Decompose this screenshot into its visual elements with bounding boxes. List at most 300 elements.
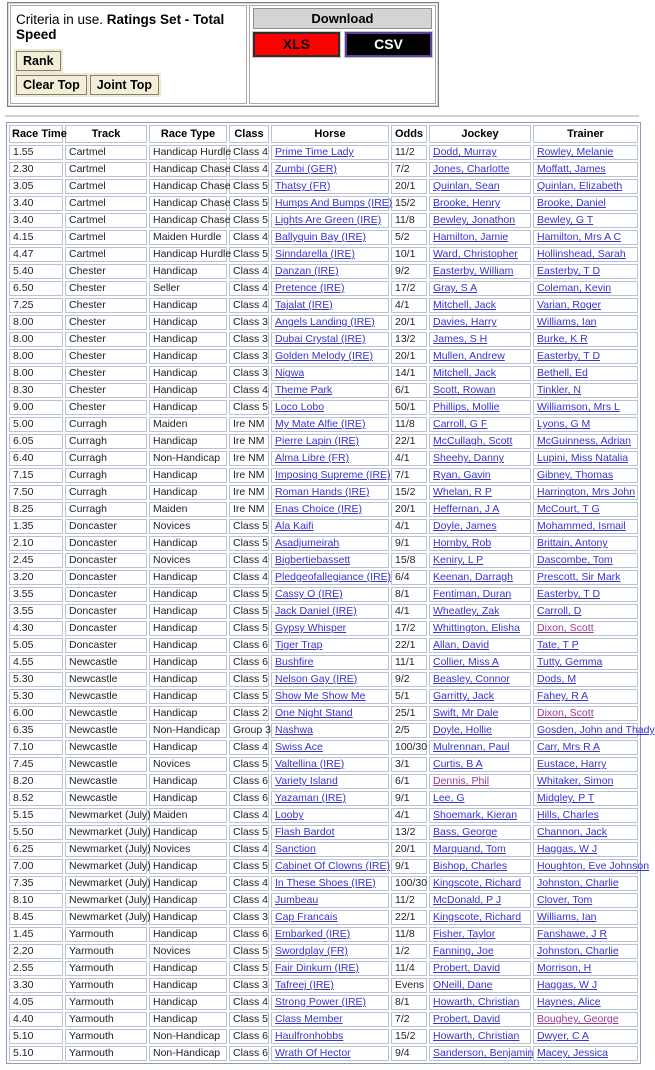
jockey-cell [429, 570, 531, 585]
odds-cell: 7/2 [391, 162, 427, 177]
jockey-link[interactable]: Phillips, Mollie [433, 401, 500, 413]
trainer-link[interactable]: Haynes, Alice [537, 996, 601, 1008]
jockey-link[interactable]: Fentiman, Duran [433, 588, 512, 600]
trainer-link[interactable]: Macey, Jessica [537, 1047, 608, 1059]
race-type-cell: Handicap [149, 621, 227, 636]
jockey-link[interactable]: Carroll, G F [433, 418, 488, 430]
class-cell: Class 6 [229, 791, 269, 806]
horse-link[interactable]: Flash Bardot [275, 826, 335, 838]
jockey-link[interactable]: McCullagh, Scott [433, 435, 513, 447]
trainer-cell [533, 995, 638, 1010]
race-type-cell: Handicap Hurdle [149, 247, 227, 262]
trainer-link[interactable]: Gosden, John and Thady [537, 724, 655, 736]
trainer-cell [533, 196, 638, 211]
horse-link[interactable]: Wrath Of Hector [275, 1047, 351, 1059]
horse-link[interactable]: Yazaman (IRE) [275, 792, 346, 804]
horse-link[interactable]: Asadjumeirah [275, 537, 340, 549]
horse-cell [271, 162, 389, 177]
race-time-cell: 3.20 [9, 570, 63, 585]
odds-cell: 6/4 [391, 570, 427, 585]
horse-link[interactable]: Haulfronhobbs [275, 1030, 344, 1042]
horse-link[interactable]: Sanction [275, 843, 316, 855]
race-time-cell: 6.50 [9, 281, 63, 296]
jockey-cell [429, 434, 531, 449]
jockey-link[interactable]: Jones, Charlotte [433, 163, 510, 175]
trainer-cell [533, 893, 638, 908]
horse-link[interactable]: Angels Landing (IRE) [275, 316, 375, 328]
track-cell: Chester [65, 383, 147, 398]
jockey-link[interactable]: Howarth, Christian [433, 996, 520, 1008]
race-type-cell: Novices [149, 842, 227, 857]
horse-link[interactable]: Embarked (IRE) [275, 928, 351, 940]
trainer-link[interactable]: Hills, Charles [537, 809, 599, 821]
trainer-link[interactable]: Houghton, Eve Johnson [537, 860, 650, 872]
horse-cell [271, 536, 389, 551]
table-row [9, 655, 638, 670]
trainer-cell [533, 842, 638, 857]
jockey-link[interactable]: Probert, David [433, 962, 501, 974]
jockey-cell [429, 978, 531, 993]
trainer-link[interactable]: Lyons, G M [537, 418, 591, 430]
download-csv-button[interactable]: CSV [345, 32, 432, 57]
track-cell: Cartmel [65, 247, 147, 262]
trainer-cell [533, 281, 638, 296]
race-time-cell: 8.45 [9, 910, 63, 925]
trainer-link[interactable]: Fahey, R A [537, 690, 589, 702]
trainer-cell [533, 264, 638, 279]
trainer-link[interactable]: Easterby, T D [537, 350, 601, 362]
horse-cell [271, 417, 389, 432]
trainer-link[interactable]: Johnston, Charlie [537, 877, 619, 889]
jockey-link[interactable]: Garritty, Jack [433, 690, 495, 702]
jockey-link[interactable]: Mitchell, Jack [433, 299, 497, 311]
trainer-link[interactable]: Tate, T P [537, 639, 579, 651]
horse-link[interactable]: Enas Choice (IRE) [275, 503, 362, 515]
track-cell: Doncaster [65, 587, 147, 602]
odds-cell: 7/1 [391, 468, 427, 483]
odds-cell: 17/2 [391, 281, 427, 296]
track-cell: Newmarket (July) [65, 910, 147, 925]
horse-link[interactable]: Prime Time Lady [275, 146, 354, 158]
trainer-cell [533, 502, 638, 517]
table-row [9, 315, 638, 330]
trainer-link[interactable]: Gibney, Thomas [537, 469, 614, 481]
jockey-link[interactable]: Doyle, Hollie [433, 724, 492, 736]
jockey-link[interactable]: Hornby, Rob [433, 537, 492, 549]
jockey-link[interactable]: Swift, Mr Dale [433, 707, 499, 719]
horse-link[interactable]: Cassy O (IRE) [275, 588, 343, 600]
jockey-link[interactable]: Mullen, Andrew [433, 350, 505, 362]
race-time-cell: 1.35 [9, 519, 63, 534]
jockey-link[interactable]: Shoemark, Kieran [433, 809, 518, 821]
jockey-link[interactable]: Scott, Rowan [433, 384, 496, 396]
horse-cell [271, 689, 389, 704]
table-row [9, 281, 638, 296]
jockey-link[interactable]: Hamilton, Jamie [433, 231, 509, 243]
joint-top-button[interactable]: Joint Top [90, 75, 159, 95]
trainer-link[interactable]: Coleman, Kevin [537, 282, 612, 294]
horse-cell [271, 706, 389, 721]
trainer-link[interactable]: Haggas, W J [537, 979, 598, 991]
column-header-race-time: Race Time [9, 125, 63, 143]
table-row [9, 859, 638, 874]
horse-link[interactable]: Pretence (IRE) [275, 282, 345, 294]
horse-link[interactable]: Cabinet Of Clowns (IRE) [275, 860, 390, 872]
trainer-link[interactable]: Dixon, Scott [537, 622, 594, 634]
column-header-class: Class [229, 125, 269, 143]
jockey-link[interactable]: ONeill, Dane [433, 979, 493, 991]
track-cell: Newmarket (July) [65, 808, 147, 823]
table-row [9, 587, 638, 602]
trainer-link[interactable]: Williams, Ian [537, 316, 597, 328]
trainer-link[interactable]: Moffatt, James [537, 163, 606, 175]
trainer-link[interactable]: Hamilton, Mrs A C [537, 231, 622, 243]
odds-cell: 4/1 [391, 519, 427, 534]
class-cell: Class 5 [229, 859, 269, 874]
jockey-link[interactable]: Dodd, Murray [433, 146, 497, 158]
horse-link[interactable]: Tajalat (IRE) [275, 299, 333, 311]
trainer-link[interactable]: Mohammed, Ismail [537, 520, 626, 532]
jockey-cell [429, 485, 531, 500]
class-cell: Class 4 [229, 876, 269, 891]
horse-link[interactable]: Nashwa [275, 724, 313, 736]
trainer-link[interactable]: Williamson, Mrs L [537, 401, 620, 413]
horse-link[interactable]: Jumbeau [275, 894, 319, 906]
horse-link[interactable]: Tiger Trap [275, 639, 323, 651]
jockey-link[interactable]: Mitchell, Jack [433, 367, 497, 379]
race-type-cell: Handicap [149, 434, 227, 449]
horse-link[interactable]: Lights Are Green (IRE) [275, 214, 382, 226]
trainer-cell [533, 587, 638, 602]
jockey-link[interactable]: Whelan, R P [433, 486, 492, 498]
horse-link[interactable]: Theme Park [275, 384, 333, 396]
trainer-link[interactable]: McCourt, T G [537, 503, 600, 515]
class-cell: Class 4 [229, 162, 269, 177]
jockey-link[interactable]: Curtis, B A [433, 758, 483, 770]
race-type-cell: Handicap [149, 655, 227, 670]
jockey-link[interactable]: Fanning, Joe [433, 945, 494, 957]
horse-link[interactable]: Show Me Show Me [275, 690, 366, 702]
jockey-link[interactable]: Kingscote, Richard [433, 877, 522, 889]
trainer-cell [533, 740, 638, 755]
table-row [9, 434, 638, 449]
table-row [9, 910, 638, 925]
track-cell: Yarmouth [65, 978, 147, 993]
trainer-link[interactable]: Boughey, George [537, 1013, 619, 1025]
horse-link[interactable]: Sinndarella (IRE) [275, 248, 355, 260]
jockey-link[interactable]: Gray, S A [433, 282, 478, 294]
trainer-link[interactable]: Dods, M [537, 673, 577, 685]
jockey-link[interactable]: Collier, Miss A [433, 656, 499, 668]
class-cell: Class 5 [229, 519, 269, 534]
table-row [9, 519, 638, 534]
table-row [9, 400, 638, 415]
race-time-cell: 5.40 [9, 264, 63, 279]
trainer-link[interactable]: Tutty, Gemma [537, 656, 603, 668]
jockey-link[interactable]: Ryan, Gavin [433, 469, 491, 481]
column-header-horse: Horse [271, 125, 389, 143]
trainer-link[interactable]: Dixon, Scott [537, 707, 594, 719]
odds-cell: 9/1 [391, 536, 427, 551]
trainer-link[interactable]: Clover, Tom [537, 894, 593, 906]
trainer-link[interactable]: Hollinshead, Sarah [537, 248, 626, 260]
class-cell: Class 4 [229, 281, 269, 296]
horse-link[interactable]: Swiss Ace [275, 741, 323, 753]
jockey-link[interactable]: Ward, Christopher [433, 248, 518, 260]
race-type-cell: Novices [149, 944, 227, 959]
odds-cell: 9/4 [391, 1046, 427, 1061]
jockey-link[interactable]: Sheehy, Danny [433, 452, 505, 464]
jockey-link[interactable]: Howarth, Christian [433, 1030, 520, 1042]
race-type-cell: Non-Handicap [149, 723, 227, 738]
odds-cell: 22/1 [391, 638, 427, 653]
jockey-link[interactable]: Wheatley, Zak [433, 605, 500, 617]
trainer-link[interactable]: Tinkler, N [537, 384, 581, 396]
horse-link[interactable]: Bushfire [275, 656, 314, 668]
race-time-cell: 3.40 [9, 213, 63, 228]
trainer-link[interactable]: Dwyer, C A [537, 1030, 589, 1042]
trainer-link[interactable]: Lupini, Miss Natalia [537, 452, 629, 464]
jockey-link[interactable]: Bishop, Charles [433, 860, 508, 872]
horse-link[interactable]: Jack Daniel (IRE) [275, 605, 357, 617]
class-cell: Class 4 [229, 842, 269, 857]
track-cell: Newmarket (July) [65, 842, 147, 857]
class-cell: Ire NM [229, 502, 269, 517]
horse-link[interactable]: Variety Island [275, 775, 338, 787]
horse-link[interactable]: Cap Francais [275, 911, 338, 923]
table-row [9, 757, 638, 772]
jockey-link[interactable]: McDonald, P J [433, 894, 502, 906]
odds-cell: 22/1 [391, 910, 427, 925]
horse-link[interactable]: Class Member [275, 1013, 343, 1025]
trainer-link[interactable]: Prescott, Sir Mark [537, 571, 621, 583]
horse-link[interactable]: Loco Lobo [275, 401, 325, 413]
class-cell: Class 4 [229, 570, 269, 585]
table-row [9, 808, 638, 823]
jockey-cell [429, 536, 531, 551]
table-row [9, 1029, 638, 1044]
horse-link[interactable]: Pledgeofallegiance (IRE) [275, 571, 392, 583]
track-cell: Cartmel [65, 230, 147, 245]
horse-link[interactable]: Humps And Bumps (IRE) [275, 197, 393, 209]
horse-cell [271, 553, 389, 568]
horse-link[interactable]: In These Shoes (IRE) [275, 877, 376, 889]
race-type-cell: Non-Handicap [149, 1029, 227, 1044]
trainer-link[interactable]: Dascombe, Tom [537, 554, 613, 566]
class-cell: Class 3 [229, 366, 269, 381]
horse-link[interactable]: Ala Kaifi [275, 520, 314, 532]
trainer-link[interactable]: Quinlan, Elizabeth [537, 180, 623, 192]
horse-link[interactable]: Imposing Supreme (IRE) [275, 469, 391, 481]
jockey-link[interactable]: Fisher, Taylor [433, 928, 496, 940]
trainer-link[interactable]: Easterby, T D [537, 588, 601, 600]
jockey-link[interactable]: Mulrennan, Paul [433, 741, 510, 753]
jockey-cell [429, 893, 531, 908]
jockey-cell [429, 553, 531, 568]
jockey-link[interactable]: Kingscote, Richard [433, 911, 522, 923]
race-time-cell: 4.55 [9, 655, 63, 670]
trainer-link[interactable]: Haggas, W J [537, 843, 598, 855]
trainer-link[interactable]: Williams, Ian [537, 911, 597, 923]
horse-link[interactable]: Valtellina (IRE) [275, 758, 345, 770]
trainer-cell [533, 570, 638, 585]
horse-link[interactable]: Fair Dinkum (IRE) [275, 962, 360, 974]
race-type-cell: Handicap [149, 961, 227, 976]
trainer-link[interactable]: Whitaker, Simon [537, 775, 614, 787]
race-type-cell: Maiden [149, 502, 227, 517]
table-row [9, 264, 638, 279]
table-row [9, 893, 638, 908]
horse-link[interactable]: Danzan (IRE) [275, 265, 339, 277]
jockey-link[interactable]: Easterby, William [433, 265, 514, 277]
jockey-link[interactable]: Marquand, Tom [433, 843, 506, 855]
table-row [9, 417, 638, 432]
table-row [9, 825, 638, 840]
horse-link[interactable]: Pierre Lapin (IRE) [275, 435, 360, 447]
jockey-cell [429, 417, 531, 432]
trainer-cell [533, 604, 638, 619]
track-cell: Cartmel [65, 162, 147, 177]
table-row [9, 230, 638, 245]
class-cell: Class 4 [229, 264, 269, 279]
horse-link[interactable]: Looby [275, 809, 304, 821]
horse-cell [271, 587, 389, 602]
jockey-link[interactable]: Probert, David [433, 1013, 501, 1025]
jockey-link[interactable]: Allan, David [433, 639, 490, 651]
clear-top-button[interactable]: Clear Top [16, 75, 87, 95]
trainer-link[interactable]: Carroll, D [537, 605, 582, 617]
trainer-link[interactable]: Eustace, Harry [537, 758, 607, 770]
track-cell: Doncaster [65, 536, 147, 551]
jockey-link[interactable]: Heffernan, J A [433, 503, 500, 515]
class-cell: Ire NM [229, 451, 269, 466]
jockey-link[interactable]: Beasley, Connor [433, 673, 510, 685]
jockey-link[interactable]: Brooke, Henry [433, 197, 501, 209]
horse-link[interactable]: Thatsy (FR) [275, 180, 331, 192]
class-cell: Class 4 [229, 383, 269, 398]
trainer-link[interactable]: Varian, Roger [537, 299, 602, 311]
jockey-link[interactable]: Davies, Harry [433, 316, 497, 328]
horse-link[interactable]: Nelson Gay (IRE) [275, 673, 358, 685]
jockey-link[interactable]: James, S H [433, 333, 488, 345]
class-cell: Class 5 [229, 587, 269, 602]
horse-link[interactable]: Zumbi (GER) [275, 163, 337, 175]
jockey-link[interactable]: Quinlan, Sean [433, 180, 500, 192]
trainer-cell [533, 825, 638, 840]
horse-link[interactable]: Gypsy Whisper [275, 622, 347, 634]
jockey-link[interactable]: Lee, G [433, 792, 465, 804]
horse-link[interactable]: Dubai Crystal (IRE) [275, 333, 366, 345]
race-type-cell: Handicap Chase [149, 179, 227, 194]
trainer-link[interactable]: Brooke, Daniel [537, 197, 606, 209]
trainer-cell [533, 927, 638, 942]
download-xls-button[interactable]: XLS [253, 32, 340, 57]
horse-link[interactable]: Ballyquin Bay (IRE) [275, 231, 367, 243]
track-cell: Doncaster [65, 570, 147, 585]
race-type-cell: Handicap [149, 468, 227, 483]
horse-link[interactable]: Tafreej (IRE) [275, 979, 334, 991]
horse-cell [271, 519, 389, 534]
horse-link[interactable]: My Mate Alfie (IRE) [275, 418, 366, 430]
race-time-cell: 5.05 [9, 638, 63, 653]
jockey-link[interactable]: Keniry, L P [433, 554, 484, 566]
horse-link[interactable]: One Night Stand [275, 707, 353, 719]
jockey-cell [429, 621, 531, 636]
race-type-cell: Handicap [149, 638, 227, 653]
race-type-cell: Handicap [149, 587, 227, 602]
class-cell: Class 5 [229, 196, 269, 211]
track-cell: Newcastle [65, 672, 147, 687]
trainer-link[interactable]: Channon, Jack [537, 826, 608, 838]
horse-cell [271, 145, 389, 160]
trainer-link[interactable]: Johnston, Charlie [537, 945, 619, 957]
race-type-cell: Handicap [149, 383, 227, 398]
jockey-link[interactable]: Sanderson, Benjamin [433, 1047, 534, 1059]
rank-button[interactable]: Rank [16, 51, 61, 71]
table-row [9, 162, 638, 177]
trainer-link[interactable]: Rowley, Melanie [537, 146, 614, 158]
track-cell: Cartmel [65, 179, 147, 194]
horse-link[interactable]: Swordplay (FR) [275, 945, 348, 957]
jockey-link[interactable]: Bass, George [433, 826, 498, 838]
class-cell: Class 6 [229, 1029, 269, 1044]
race-time-cell: 4.05 [9, 995, 63, 1010]
race-type-cell: Handicap [149, 349, 227, 364]
trainer-cell [533, 638, 638, 653]
table-row [9, 485, 638, 500]
odds-cell: 13/2 [391, 332, 427, 347]
trainer-link[interactable]: Carr, Mrs R A [537, 741, 601, 753]
trainer-link[interactable]: Easterby, T D [537, 265, 601, 277]
trainer-link[interactable]: Harrington, Mrs John [537, 486, 636, 498]
jockey-link[interactable]: Keenan, Darragh [433, 571, 513, 583]
jockey-link[interactable]: Dennis, Phil [433, 775, 490, 787]
trainer-link[interactable]: Fanshawe, J R [537, 928, 608, 940]
trainer-link[interactable]: Midgley, P T [537, 792, 595, 804]
trainer-link[interactable]: Brittain, Antony [537, 537, 608, 549]
trainer-link[interactable]: Bewley, G T [537, 214, 594, 226]
trainer-link[interactable]: McGuinness, Adrian [537, 435, 631, 447]
race-type-cell: Handicap [149, 825, 227, 840]
jockey-link[interactable]: Bewley, Jonathon [433, 214, 516, 226]
download-panel [249, 5, 436, 104]
horse-link[interactable]: Nigwa [275, 367, 305, 379]
race-type-cell: Handicap [149, 332, 227, 347]
horse-link[interactable]: Strong Power (IRE) [275, 996, 367, 1008]
odds-cell: 9/2 [391, 672, 427, 687]
criteria-value: Ratings Set - Total Speed [16, 12, 225, 42]
odds-cell: 11/1 [391, 655, 427, 670]
jockey-link[interactable]: Whittington, Elisha [433, 622, 520, 634]
horse-link[interactable]: Roman Hands (IRE) [275, 486, 370, 498]
horse-link[interactable]: Golden Melody (IRE) [275, 350, 374, 362]
horse-link[interactable]: Bigbertiebassett [275, 554, 351, 566]
horse-link[interactable]: Alma Libre (FR) [275, 452, 350, 464]
race-type-cell: Handicap [149, 315, 227, 330]
trainer-link[interactable]: Morrison, H [537, 962, 592, 974]
criteria-panel [10, 5, 247, 104]
jockey-link[interactable]: Doyle, James [433, 520, 497, 532]
odds-cell: 20/1 [391, 315, 427, 330]
trainer-link[interactable]: Burke, K R [537, 333, 588, 345]
class-cell: Class 5 [229, 213, 269, 228]
table-row [9, 213, 638, 228]
class-cell: Class 4 [229, 808, 269, 823]
trainer-link[interactable]: Bethell, Ed [537, 367, 588, 379]
class-cell: Class 5 [229, 1012, 269, 1027]
jockey-cell [429, 910, 531, 925]
race-time-cell: 3.05 [9, 179, 63, 194]
